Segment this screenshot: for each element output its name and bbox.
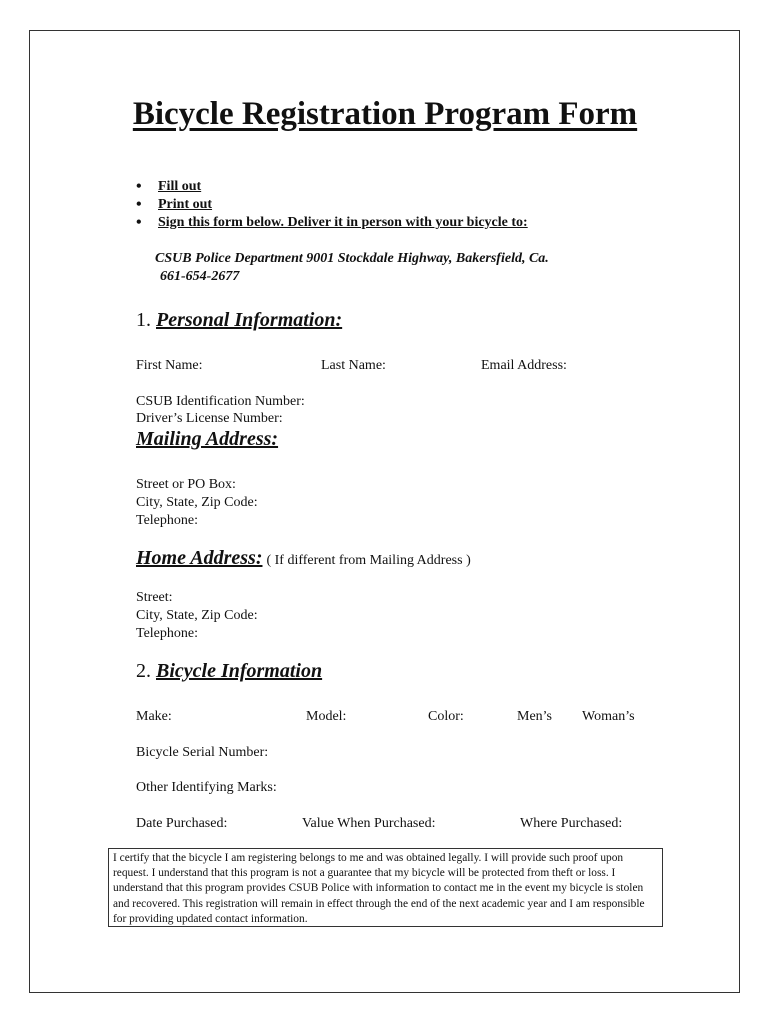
- email-label: Email Address:: [481, 358, 567, 373]
- section-number: 1.: [136, 309, 151, 331]
- section-number: 2.: [136, 660, 151, 682]
- mailing-city-label: City, State, Zip Code:: [136, 495, 258, 510]
- last-name-label: Last Name:: [321, 358, 386, 373]
- model-label: Model:: [306, 709, 347, 724]
- section-heading: Bicycle Information: [156, 660, 323, 682]
- make-label: Make:: [136, 709, 172, 724]
- home-address-note: ( If different from Mailing Address ): [266, 553, 471, 568]
- identifying-marks-label: Other Identifying Marks:: [136, 780, 277, 795]
- home-street-label: Street:: [136, 590, 173, 605]
- mailing-phone-label: Telephone:: [136, 513, 198, 528]
- police-address: CSUB Police Department 9001 Stockdale Highway, Bakersfield, Ca.: [155, 251, 549, 266]
- instruction-item: • Sign this form below. Deliver it in person with your bicycle to:: [136, 214, 528, 232]
- instruction-item: • Fill out: [136, 178, 528, 196]
- mailing-street-label: Street or PO Box:: [136, 477, 236, 492]
- first-name-label: First Name:: [136, 358, 203, 373]
- mailing-address-heading: Mailing Address:: [136, 428, 279, 450]
- where-purchased-label: Where Purchased:: [520, 816, 623, 831]
- instruction-item: • Print out: [136, 196, 528, 214]
- police-phone: 661-654-2677: [160, 269, 240, 284]
- home-address-title: [136, 547, 471, 570]
- home-city-label: City, State, Zip Code:: [136, 608, 258, 623]
- bicycle-section-title: [136, 660, 322, 683]
- color-label: Color:: [428, 709, 464, 724]
- home-phone-label: Telephone:: [136, 626, 198, 641]
- date-purchased-label: Date Purchased:: [136, 816, 228, 831]
- home-address-heading: Home Address:: [136, 547, 263, 569]
- womans-option: Woman’s: [582, 709, 635, 724]
- form-title: Bicycle Registration Program Form: [132, 96, 638, 132]
- value-purchased-label: Value When Purchased:: [302, 816, 436, 831]
- certification-box: I certify that the bicycle I am registering belongs to me and was obtained legally. I will provide such proof upon request. I understand that this program is not a guarantee that my bicycle will be protected from theft or loss. I understand that this program provides CSUB Police with information to contact me in the event my bicycle is stolen and recovered. This registration will remain in effect through the end of the next academic year and I am responsible for providing updated contact information.: [108, 848, 663, 927]
- personal-section-title: [136, 309, 342, 332]
- mens-option: Men’s: [517, 709, 552, 724]
- license-label: Driver’s License Number:: [136, 411, 283, 426]
- instruction-list: [136, 178, 528, 232]
- serial-number-label: Bicycle Serial Number:: [136, 745, 269, 760]
- csub-id-label: CSUB Identification Number:: [136, 394, 305, 409]
- section-heading: Personal Information:: [156, 309, 343, 331]
